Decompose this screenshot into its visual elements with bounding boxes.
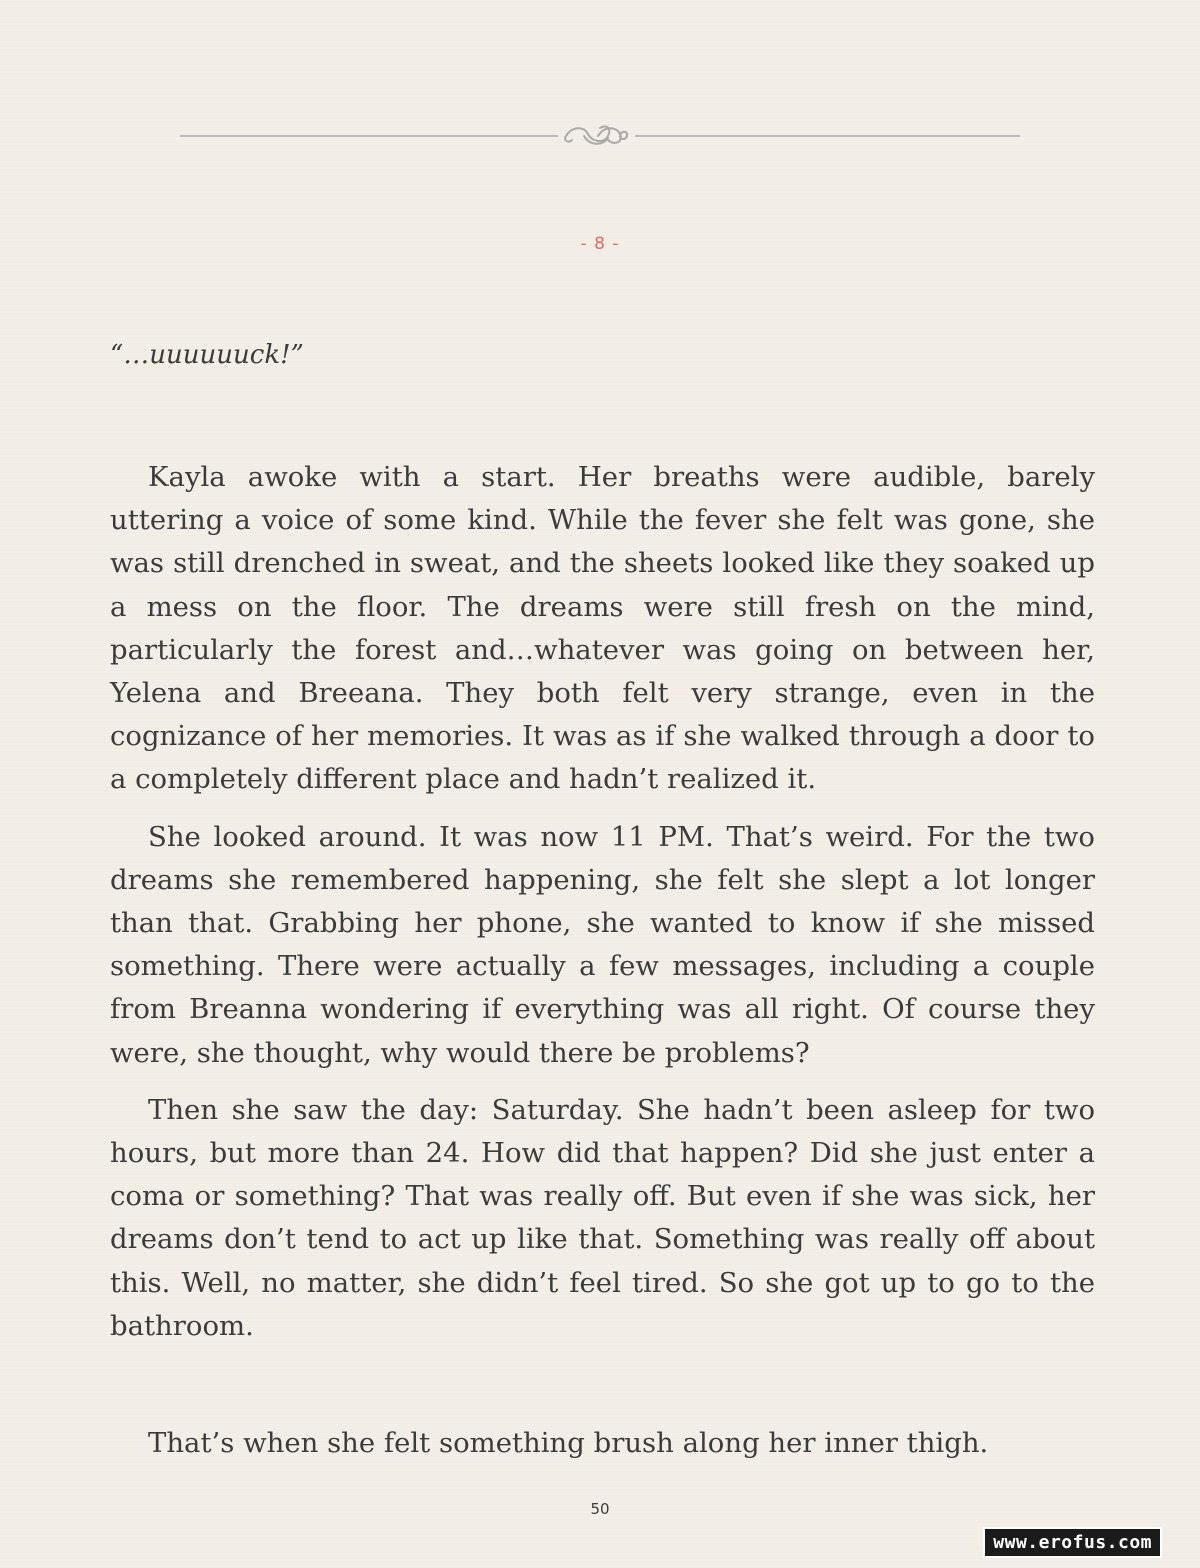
- paragraph-2: She looked around. It was now 11 PM. That’s weird. For the two dreams she remembered happening, she felt she slept a lot longer than that. Grabbing her phone, she wanted to know if she missed something. There were actually a few messages, including a couple from Breanna wondering if everything was all right. Of course they were, she thought, why would there be problems?: [110, 820, 1095, 1069]
- final-line: That’s when she felt something brush along her inner thigh.: [148, 1427, 989, 1459]
- paragraph-1: Kayla awoke with a start. Her breaths were audible, barely uttering a voice of some kind. While the fever she felt was gone, she was still drenched in sweat, and the sheets looked like they soaked up a mess on the floor. The dreams were still fresh on the mind, particularly the forest and…whatever was going on between her, Yelena and Breeana. They both felt very strange, even in the cognizance of her memories. It was as if she walked through a door to a completely different place and hadn’t realized it.: [110, 461, 1095, 796]
- ornament-divider: [180, 118, 1020, 154]
- page-number: 50: [590, 1500, 610, 1518]
- watermark-logo: www.erofus.com: [983, 1527, 1162, 1558]
- opening-line: “…uuuuuuck!”: [110, 340, 304, 370]
- paragraph-3: Then she saw the day: Saturday. She hadn’t been asleep for two hours, but more than 24. How did that happen? Did she just enter a coma or something? That was really off. But even if she was sick, her dreams don’t tend to act up like that. Something was really off about this. Well, no matter, she didn’t feel tired. So she got up to go to the bathroom.: [110, 1093, 1095, 1342]
- flourish-divider-icon: [180, 118, 1020, 154]
- chapter-number: - 8 -: [580, 234, 620, 254]
- body-text: [110, 456, 1095, 1362]
